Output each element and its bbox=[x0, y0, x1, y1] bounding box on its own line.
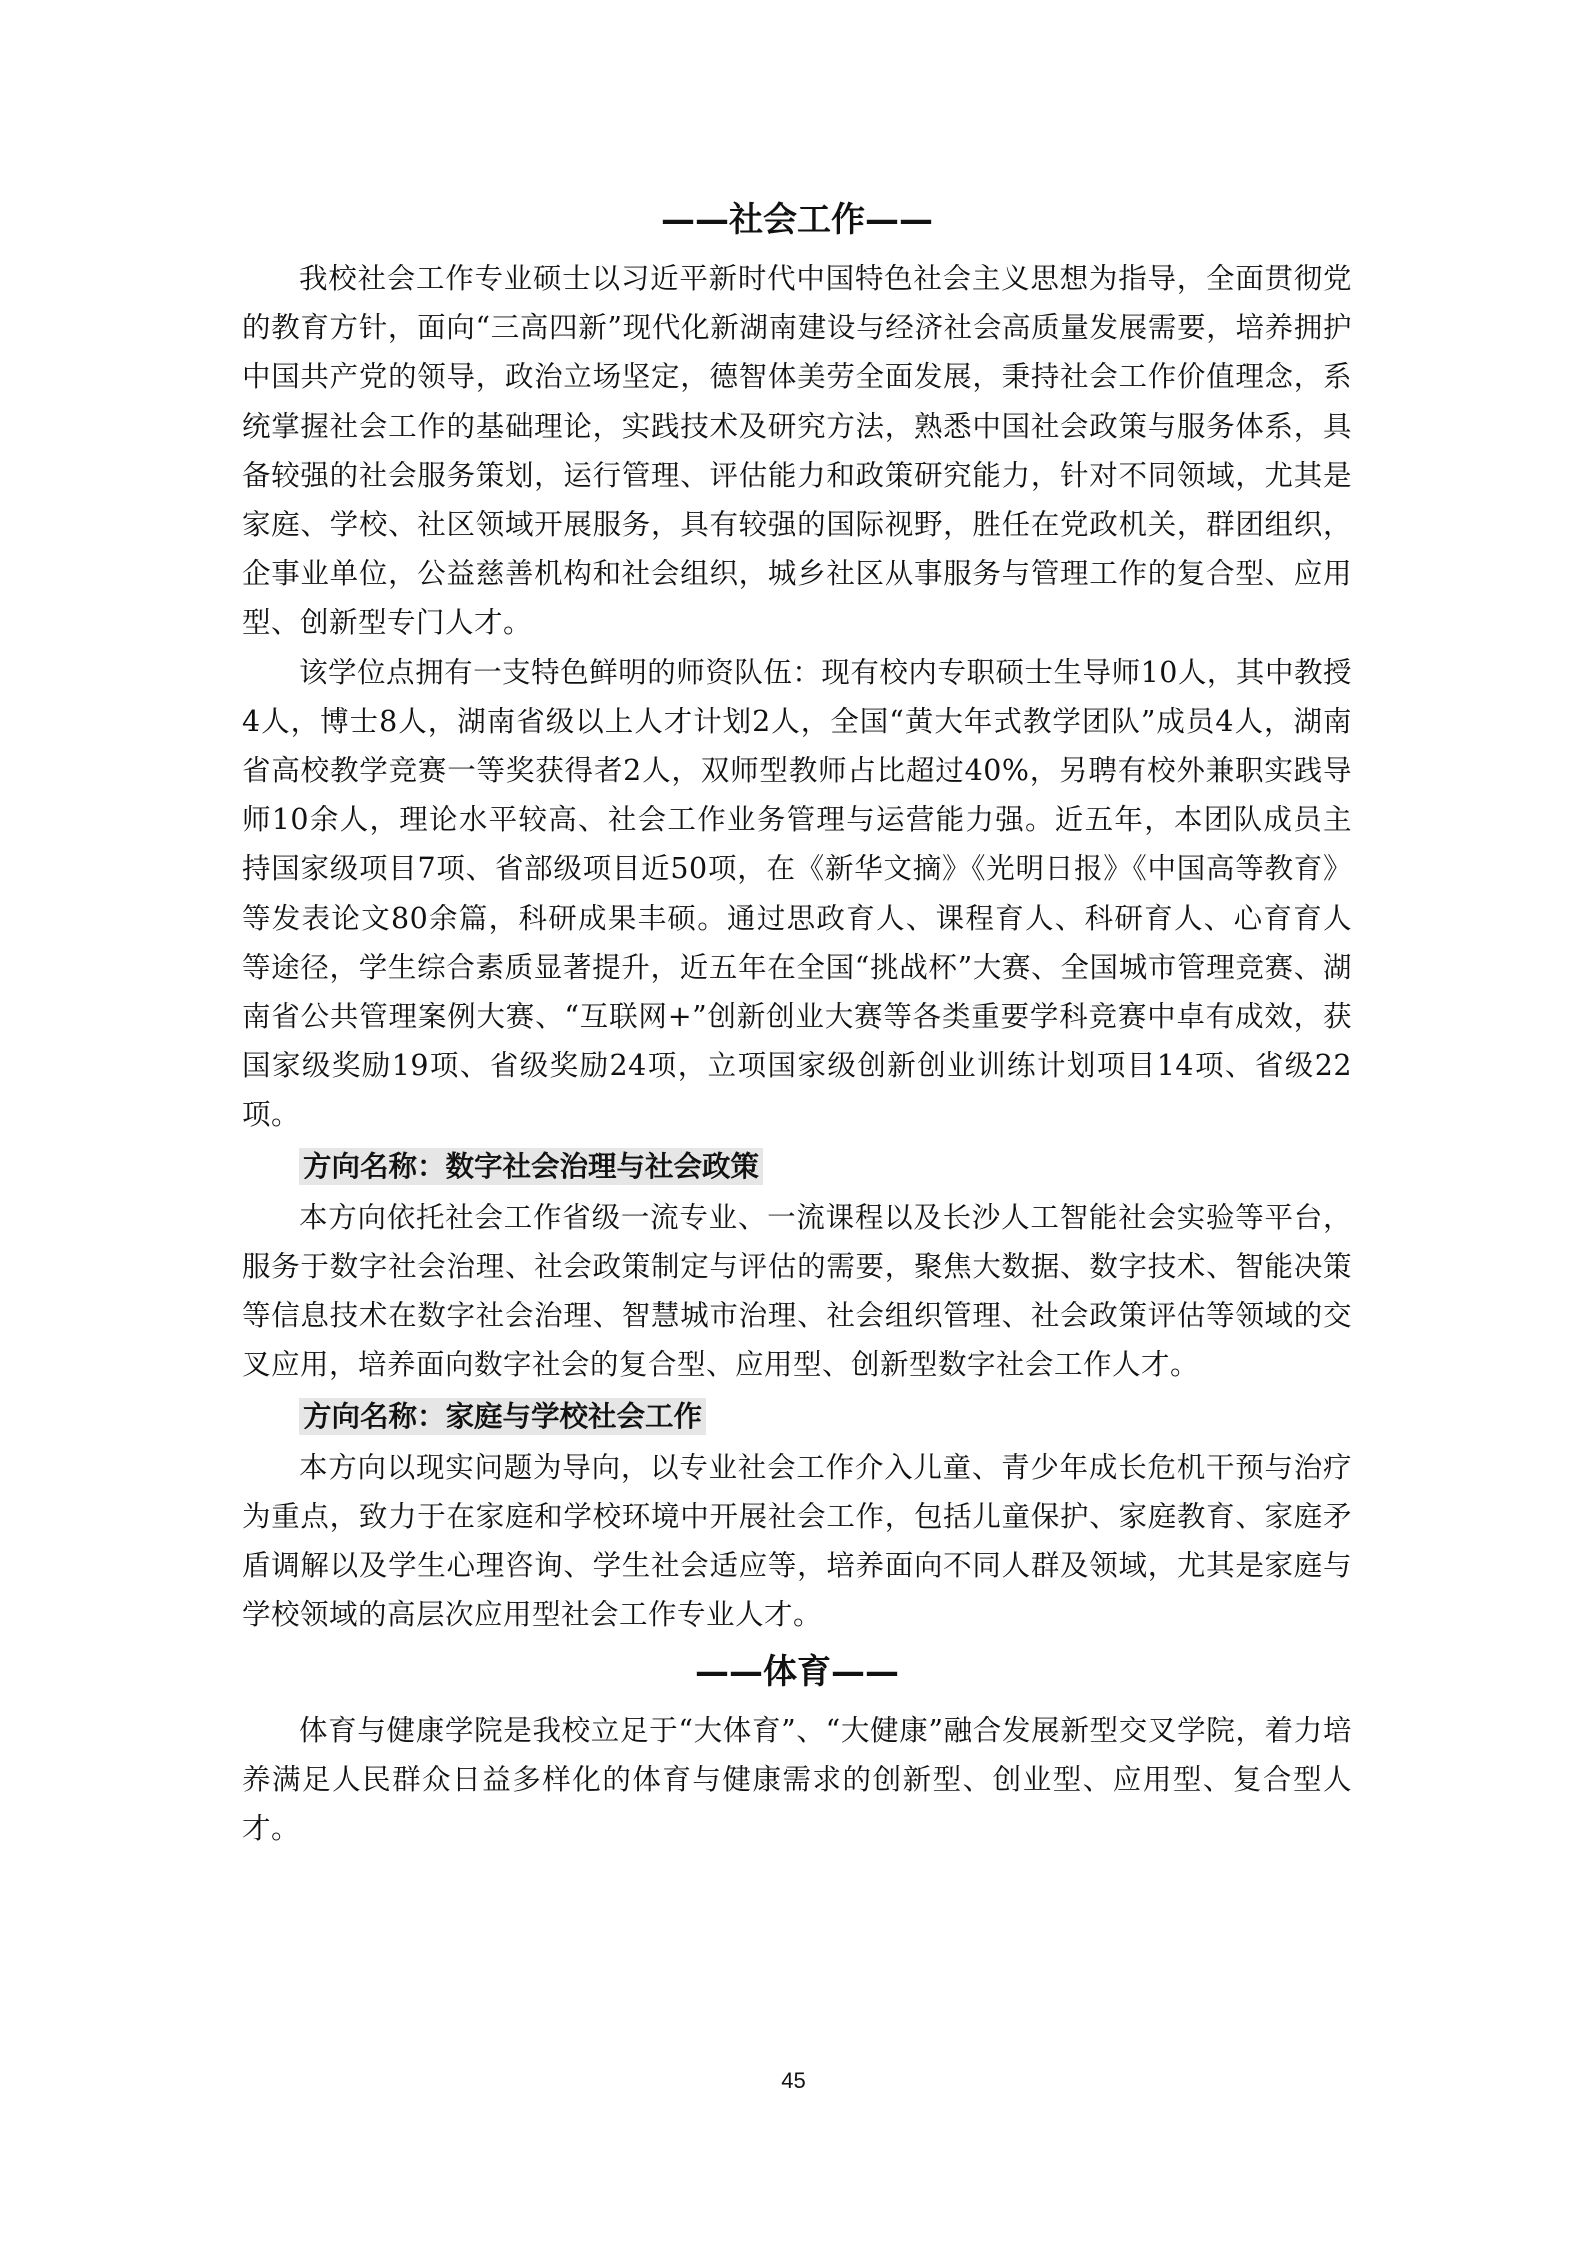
page-number: 45 bbox=[781, 2068, 806, 2093]
direction-heading-family-school bbox=[242, 1392, 1352, 1441]
direction-heading-label: 方向名称：家庭与学校社会工作 bbox=[299, 1398, 706, 1435]
section-title-sports: ——体育—— bbox=[695, 1651, 899, 1692]
paragraph-sports-intro: 体育与健康学院是我校立足于“大体育”、“大健康”融合发展新型交叉学院，着力培养满足人民群众日益多样化的体育与健康需求的创新型、创业型、应用型、复合型人才。 bbox=[242, 1713, 1352, 1846]
direction-heading-label: 方向名称：数字社会治理与社会政策 bbox=[299, 1148, 763, 1185]
section-title-social-work: ——社会工作—— bbox=[661, 200, 933, 240]
paragraph-direction-family-school: 本方向以现实问题为导向，以专业社会工作介入儿童、青少年成长危机干预与治疗为重点，致力于在家庭和学校环境中开展社会工作，包括儿童保护、家庭教育、家庭矛盾调解以及学生心理咨询、学生社会适应等，培养面向不同人群及领域，尤其是家庭与学校领域的高层次应用型社会工作专业人才。 bbox=[242, 1450, 1352, 1632]
direction-heading-digital-governance bbox=[242, 1142, 1352, 1191]
document-page bbox=[242, 190, 1352, 1853]
paragraph-faculty: 该学位点拥有一支特色鲜明的师资队伍：现有校内专职硕士生导师10人，其中教授4人，博士8人，湖南省级以上人才计划2人，全国“黄大年式教学团队”成员4人，湖南省高校教学竞赛一等奖获得者2人，双师型教师占比超过40%，另聘有校外兼职实践导师10余人，理论水平较高、社会工作业务管理与运营能力强。近五年，本团队成员主持国家级项目7项、省部级项目近50项，在《新华文摘》《光明日报》《中国高等教育》等发表论文80余篇，科研成果丰硕。通过思政育人、课程育人、科研育人、心育育人等途径，学生综合素质显著提升，近五年在全国“挑战杯”大赛、全国城市管理竞赛、湖南省公共管理案例大赛、“互联网+”创新创业大赛等各类重要学科竞赛中卓有成效，获国家级奖励19项、省级奖励24项，立项国家级创新创业训练计划项目14项、省级22项。 bbox=[242, 655, 1352, 1132]
paragraph-program-intro: 我校社会工作专业硕士以习近平新时代中国特色社会主义思想为指导，全面贯彻党的教育方针，面向“三高四新”现代化新湖南建设与经济社会高质量发展需要，培养拥护中国共产党的领导，政治立场坚定，德智体美劳全面发展，秉持社会工作价值理念，系统掌握社会工作的基础理论，实践技术及研究方法，熟悉中国社会政策与服务体系，具备较强的社会服务策划，运行管理、评估能力和政策研究能力，针对不同领域，尤其是家庭、学校、社区领域开展服务，具有较强的国际视野，胜任在党政机关，群团组织，企事业单位，公益慈善机构和社会组织，城乡社区从事服务与管理工作的复合型、应用型、创新型专门人才。 bbox=[242, 262, 1352, 640]
paragraph-direction-digital-governance: 本方向依托社会工作省级一流专业、一流课程以及长沙人工智能社会实验等平台，服务于数字社会治理、社会政策制定与评估的需要，聚焦大数据、数字技术、智能决策等信息技术在数字社会治理、智慧城市治理、社会组织管理、社会政策评估等领域的交叉应用，培养面向数字社会的复合型、应用型、创新型数字社会工作人才。 bbox=[242, 1200, 1352, 1382]
